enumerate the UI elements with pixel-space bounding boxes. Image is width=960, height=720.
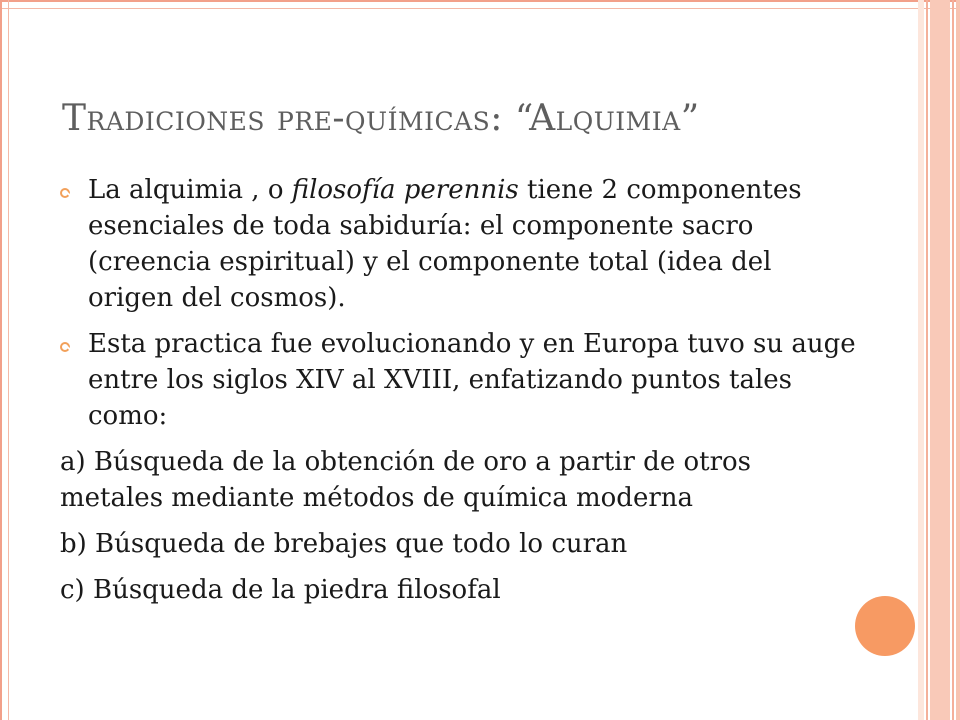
slide-frame-right-band <box>930 0 950 720</box>
bullet-item <box>60 172 860 316</box>
slide-frame-top <box>0 0 960 9</box>
slide-body <box>60 172 860 618</box>
bullet-ring-icon <box>60 342 70 352</box>
list-item-b: b) Búsqueda de brebajes que todo lo curan <box>60 529 628 559</box>
bullet-ring-icon <box>60 188 70 198</box>
bullet-text <box>88 172 860 316</box>
bullet-item <box>60 326 860 434</box>
bullet-text: Esta practica fue evolucionando y en Europa tuvo su auge entre los siglos XIV al XVIII, enfatizando puntos tales como: <box>88 329 856 431</box>
slide-title: Tradiciones pre-químicas: “Alquimia” <box>62 98 700 139</box>
bullet-text-start: La alquimia , o <box>88 175 292 205</box>
italic-term: filosofía perennis <box>291 175 519 205</box>
slide-frame-right-line <box>926 0 928 720</box>
slide-frame-right-light <box>918 0 924 720</box>
slide-frame-left <box>0 0 9 720</box>
slide-frame-right-edge <box>956 0 960 720</box>
bullet-text-end: tiene 2 componentes esenciales de toda sabiduría: el componente sacro (creencia espiritual) y el componente total (idea del origen del cosmos). <box>88 175 802 313</box>
list-item-a: a) Búsqueda de la obtención de oro a partir de otros metales mediante métodos de química moderna <box>60 447 751 513</box>
slide-frame-right-line <box>952 0 954 720</box>
list-item-c: c) Búsqueda de la piedra filosofal <box>60 575 501 605</box>
decorative-orange-circle <box>855 596 915 656</box>
